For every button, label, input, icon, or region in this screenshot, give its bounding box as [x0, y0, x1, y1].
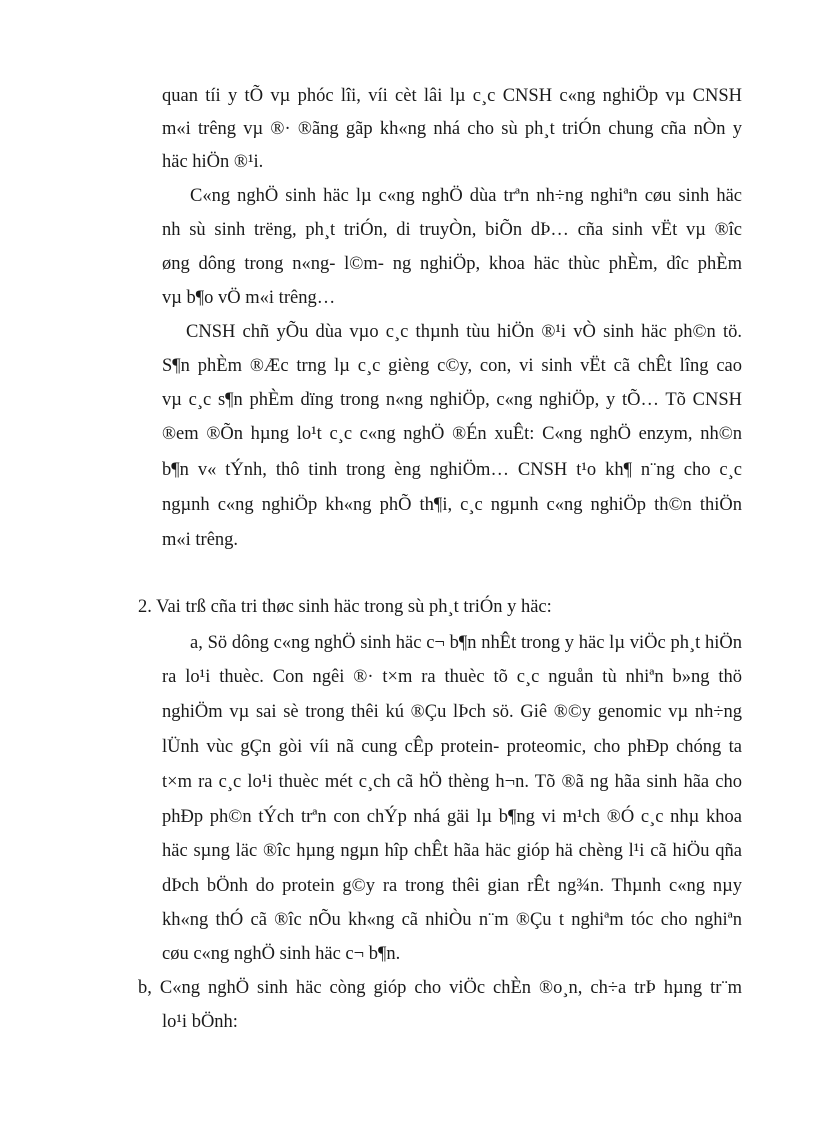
text-line: øng dông trong n«ng- l©m- ng nghiÖp, khoa häc thùc phÈm, dîc phÈm	[162, 254, 742, 274]
text-line: cøu c«ng nghÖ sinh häc c¬ b¶n.	[162, 944, 401, 964]
text-line: vµ b¶o vÖ m«i trêng…	[162, 288, 336, 308]
text-line: ®em ®Õn hµng lo¹t c¸c c«ng nghÖ ®Én xuÊt: C«ng nghÖ enzym, nh©n	[162, 424, 742, 444]
text-line: kh«ng thÓ cã ®îc nÕu kh«ng cã nhiÒu n¨m ®Çu t nghiªm tóc cho nghiªn	[162, 910, 742, 930]
text-line: b¶n v« tÝnh, thô tinh trong èng nghiÖm… CNSH t¹o kh¶ n¨ng cho c¸c	[162, 460, 742, 480]
text-line: lÜnh vùc gÇn gòi víi nã cung cÊp protein- proteomic, cho phÐp chóng ta	[162, 737, 742, 757]
text-line: nh sù sinh trëng, ph¸t triÓn, di truyÒn, biÕn dÞ… cña sinh vËt vµ ®îc	[162, 220, 742, 240]
text-line: häc sµng läc ®îc hµng ngµn hîp chÊt hãa häc gióp hä chèng l¹i cã hiÖu qña	[162, 841, 742, 861]
section-heading: 2. Vai trß cña tri thøc sinh häc trong sù ph¸t triÓn y häc:	[138, 597, 552, 617]
text-line: m«i trêng vµ ®· ®ãng gãp kh«ng nhá cho sù ph¸t triÓn chung cña nÒn y	[162, 119, 742, 139]
text-line: ra lo¹i thuèc. Con ngêi ®· t×m ra thuèc tõ c¸c nguån tù nhiªn b»ng thö	[162, 667, 742, 687]
text-line: S¶n phÈm ®Æc trng lµ c¸c gièng c©y, con, vi sinh vËt cã chÊt lîng cao	[162, 356, 742, 376]
text-line: vµ c¸c s¶n phÈm dïng trong n«ng nghiÖp, c«ng nghiÖp, y tÕ… Tõ CNSH	[162, 390, 742, 410]
text-line: m«i trêng.	[162, 530, 239, 550]
text-line: quan tíi y tÕ vµ phóc lîi, víi cèt lâi lµ c¸c CNSH c«ng nghiÖp vµ CNSH	[162, 86, 742, 106]
text-line: t×m ra c¸c lo¹i thuèc mét c¸ch cã hÖ thèng h¬n. Tõ ®ã ng hãa sinh hãa cho	[162, 772, 742, 792]
text-line: dÞch bÖnh do protein g©y ra trong thêi gian rÊt ng¾n. Thµnh c«ng nµy	[162, 876, 742, 896]
text-line: b, C«ng nghÖ sinh häc còng gióp cho viÖc chÈn ®o¸n, ch÷a trÞ hµng tr¨m	[138, 978, 742, 998]
text-line: ngµnh c«ng nghiÖp kh«ng phÕ th¶i, c¸c ngµnh c«ng nghiÖp th©n thiÖn	[162, 495, 742, 515]
text-line: häc hiÖn ®¹i.	[162, 152, 264, 172]
text-line: a, Sö dông c«ng nghÖ sinh häc c¬ b¶n nhÊt trong y häc lµ viÖc ph¸t hiÖn	[190, 633, 742, 653]
text-line: nghiÖm vµ sai sè trong thêi kú ®Çu lÞch sö. Giê ®©y genomic vµ nh÷ng	[162, 702, 742, 722]
text-line: phÐp ph©n tÝch trªn con chÝp nhá gäi lµ b¶ng vi m¹ch ®Ó c¸c nhµ khoa	[162, 807, 742, 827]
text-line: lo¹i bÖnh:	[162, 1012, 238, 1032]
text-line: C«ng nghÖ sinh häc lµ c«ng nghÖ dùa trªn nh÷ng nghiªn cøu sinh häc	[190, 186, 742, 206]
text-line: CNSH chñ yÕu dùa vµo c¸c thµnh tùu hiÖn ®¹i vÒ sinh häc ph©n tö.	[186, 322, 742, 342]
